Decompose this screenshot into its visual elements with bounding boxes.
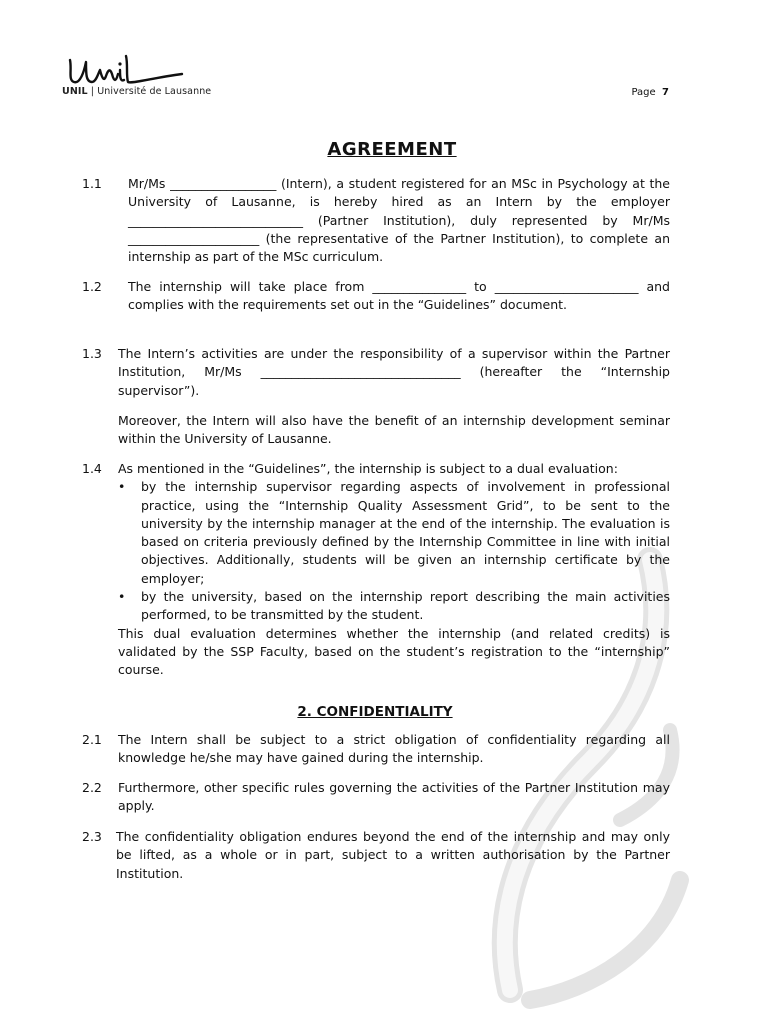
- page-number-value: 7: [662, 87, 669, 98]
- clause-1-3: [82, 345, 670, 448]
- clause-text: The Intern’s activities are under the responsibility of a supervisor within the Partner Institution, Mr/Ms ________________________________ (hereafter the “Internship supervisor”).: [118, 346, 670, 398]
- logo-separator: |: [87, 86, 98, 97]
- clause-number: 1.2: [82, 279, 102, 294]
- clause-2-2: [82, 779, 670, 816]
- clause-number: 2.2: [82, 780, 102, 795]
- evaluation-list: [118, 478, 670, 624]
- clause-2-1: [82, 731, 670, 768]
- clause-text: Mr/Ms _________________ (Intern), a student registered for an MSc in Psychology at the University of Lausanne, is hereby hired as an Intern by the employer ____________________________ (Partner Institution), duly represented by Mr/Ms _____________________ (the representative of the Partner Institution), to complete an internship as part of the MSc curriculum.: [128, 176, 670, 265]
- clause-number: 2.1: [82, 732, 102, 747]
- bullet-icon: •: [118, 479, 126, 495]
- logo-caption: [62, 86, 211, 97]
- clause-number: 1.4: [82, 461, 102, 476]
- unil-signature-logo: [62, 52, 187, 90]
- clause-text: The confidentiality obligation endures beyond the end of the internship and may only be lifted, as a whole or in part, subject to a written authorisation by the Partner Institution.: [116, 829, 670, 881]
- list-item-text: by the internship supervisor regarding aspects of involvement in professional practice, using the “Internship Quality Assessment Grid”, to be sent to the university by the internship manager at the end of the internship. The evaluation is based on criteria previously defined by the Internship Committee in line with initial objectives. Additionally, students will be given an internship certificate by the employer;: [141, 479, 670, 586]
- clause-number: 1.3: [82, 346, 102, 361]
- clause-text: The internship will take place from _______________ to _______________________ and complies with the requirements set out in the “Guidelines” document.: [128, 279, 670, 313]
- clause-1-4: [82, 460, 670, 680]
- page-number: [631, 87, 669, 98]
- clause-text: Moreover, the Intern will also have the benefit of an internship development seminar within the University of Lausanne.: [118, 412, 670, 447]
- list-item-text: by the university, based on the internship report describing the main activities performed, to be transmitted by the student.: [141, 589, 670, 623]
- page-label: Page: [631, 87, 656, 98]
- list-item: [118, 478, 670, 588]
- list-item: [118, 588, 670, 625]
- clause-text: Furthermore, other specific rules governing the activities of the Partner Institution may apply.: [118, 780, 670, 814]
- agreement-title: AGREEMENT: [327, 139, 457, 160]
- unil-logo: [62, 52, 211, 97]
- clause-intro: As mentioned in the “Guidelines”, the internship is subject to a dual evaluation:: [118, 461, 618, 476]
- clause-text: The Intern shall be subject to a strict obligation of confidentiality regarding all knowledge he/she may have gained during the internship.: [118, 732, 670, 766]
- bullet-icon: •: [118, 589, 126, 605]
- clause-outro: This dual evaluation determines whether the internship (and related credits) is validated by the SSP Faculty, based on the student’s registration to the “internship” course.: [118, 625, 670, 678]
- clause-2-3: [82, 828, 670, 883]
- section-2-title: 2. CONFIDENTIALITY: [297, 704, 453, 720]
- clause-1-1: [82, 175, 670, 266]
- clause-number: 1.1: [82, 176, 102, 191]
- logo-university: Université de Lausanne: [97, 86, 212, 97]
- clause-1-2: [82, 278, 670, 315]
- clause-number: 2.3: [82, 829, 102, 844]
- logo-brand: UNIL: [62, 86, 88, 97]
